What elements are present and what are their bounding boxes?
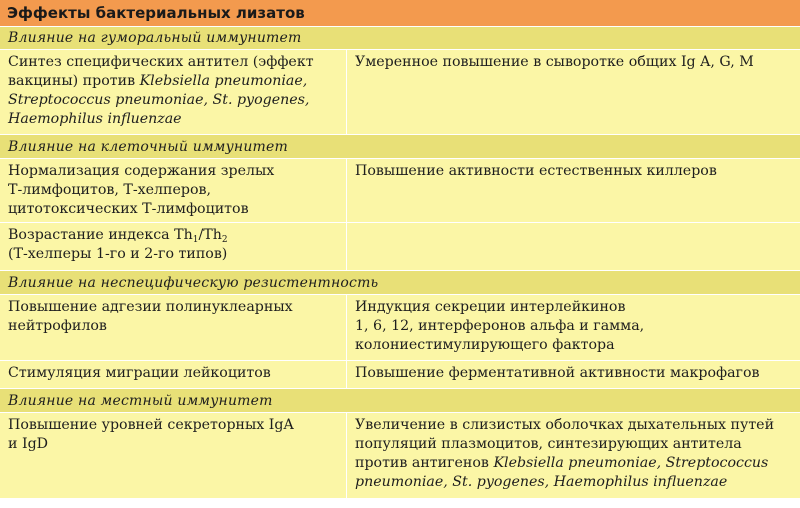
- table-cell-effect: [0, 159, 347, 222]
- cell-line: Увеличение в слизистых оболочках дыхательных путей: [355, 417, 775, 433]
- cell-line: Повышение уровней секреторных IgA: [8, 417, 294, 433]
- table-cell-result: Повышение активности естественных киллеров: [355, 163, 717, 179]
- cell-line: колониестимулирующего фактора: [355, 337, 615, 353]
- table-title: Эффекты бактериальных лизатов: [0, 0, 800, 27]
- table-cell-effect: [0, 413, 347, 498]
- section-heading-local: Влияние на местный иммунитет: [0, 389, 800, 413]
- cell-line: (Т-хелперы 1-го и 2-го типов): [8, 246, 228, 262]
- table-cell-result: Повышение ферментативной активности макрофагов: [355, 365, 760, 381]
- cell-line: Повышение адгезии полинуклеарных: [8, 299, 293, 315]
- table-row: [0, 295, 800, 361]
- organism-name: Streptococcus pneumoniae, St. pyogenes,: [8, 92, 310, 108]
- table-cell-effect: [0, 50, 347, 134]
- organism-name: Haemophilus influenzae: [8, 111, 182, 127]
- table-cell-effect: [0, 223, 347, 270]
- organism-name: Klebsiella pneumoniae, Streptococcus: [493, 455, 769, 471]
- cell-line: цитотоксических Т-лимфоцитов: [8, 201, 249, 217]
- cell-line: Т-лимфоцитов, Т-хелперов,: [8, 182, 212, 198]
- organism-name: Klebsiella pneumoniae,: [139, 73, 308, 89]
- cell-line: популяций плазмоцитов, синтезирующих антитела: [355, 436, 742, 452]
- table-cell-result: [347, 223, 800, 270]
- cell-line: против антигенов Klebsiella pneumoniae, Streptococcus: [355, 455, 769, 471]
- table-cell-result: [347, 413, 800, 498]
- table-cell-effect: Стимуляция миграции лейкоцитов: [0, 361, 347, 388]
- organism-name: pneumoniae, St. pyogenes, Haemophilus influenzae: [355, 474, 728, 490]
- cell-line: нейтрофилов: [8, 318, 107, 334]
- cell-line: Синтез специфических антител (эффект: [8, 54, 314, 70]
- table-row: [0, 413, 800, 499]
- section-heading-nonspecific: Влияние на неспецифическую резистентность: [0, 271, 800, 295]
- cell-line: Нормализация содержания зрелых: [8, 163, 275, 179]
- table-row: [0, 50, 800, 135]
- cell-line: Возрастание индекса $Th_1/Th_2$: [8, 227, 228, 245]
- table-cell-effect: [0, 295, 347, 360]
- cell-line: и IgD: [8, 436, 49, 452]
- cell-line: Индукция секреции интерлейкинов: [355, 299, 626, 315]
- table-row: [0, 223, 800, 271]
- section-heading-humoral: Влияние на гуморальный иммунитет: [0, 27, 800, 50]
- table-cell-result: [347, 295, 800, 360]
- table-row: [0, 159, 800, 223]
- cell-line: вакцины) против Klebsiella pneumoniae,: [8, 73, 308, 89]
- cell-line: 1, 6, 12, интерферонов альфа и гамма,: [355, 318, 645, 334]
- table-cell-result: Умеренное повышение в сыворотке общих Ig A, G, M: [355, 54, 754, 70]
- section-heading-cellular: Влияние на клеточный иммунитет: [0, 135, 800, 159]
- table-row: [0, 361, 800, 389]
